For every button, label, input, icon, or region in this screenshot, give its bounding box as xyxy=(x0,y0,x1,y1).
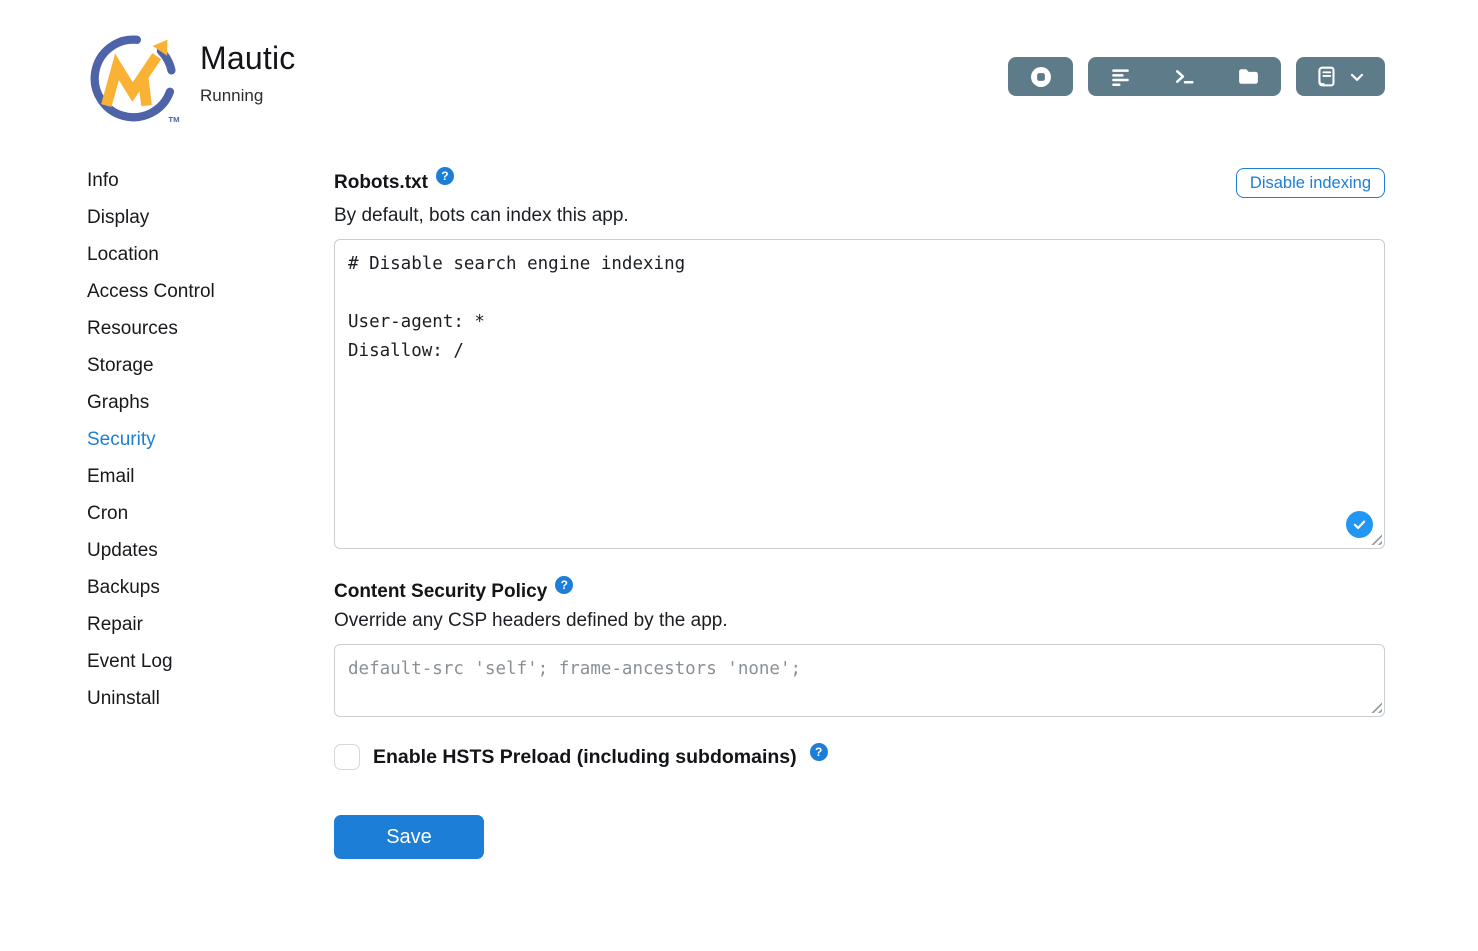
folder-icon xyxy=(1236,64,1261,89)
check-icon xyxy=(1351,516,1368,533)
app-status: Running xyxy=(200,86,264,105)
disable-indexing-button[interactable]: Disable indexing xyxy=(1236,168,1385,198)
help-icon[interactable]: ? xyxy=(555,576,573,594)
trademark-text: TM xyxy=(168,115,180,125)
sidebar-item-resources[interactable]: Resources xyxy=(87,318,178,339)
sidebar-item-email[interactable]: Email xyxy=(87,466,135,487)
csp-description: Override any CSP headers defined by the app. xyxy=(334,610,728,631)
sidebar-item-cron[interactable]: Cron xyxy=(87,503,129,524)
files-button[interactable] xyxy=(1217,57,1281,96)
app-header xyxy=(0,0,1478,125)
sidebar-item-display[interactable]: Display xyxy=(87,207,150,228)
sidebar-item-backups[interactable]: Backups xyxy=(87,577,160,598)
sidebar-item-security[interactable]: Security xyxy=(87,429,156,450)
tools-button-group xyxy=(1088,57,1281,96)
chevron-down-icon xyxy=(1347,67,1367,87)
terminal-button[interactable] xyxy=(1153,57,1217,96)
hsts-preload-label[interactable]: Enable HSTS Preload (including subdomains) xyxy=(373,745,797,768)
csp-textarea[interactable] xyxy=(334,644,1385,717)
settings-sidebar xyxy=(87,162,334,859)
terminal-icon xyxy=(1172,64,1197,89)
logs-menu-button[interactable] xyxy=(1296,57,1385,96)
stop-app-button[interactable] xyxy=(1008,57,1073,96)
sidebar-item-event-log[interactable]: Event Log xyxy=(87,651,173,672)
sidebar-item-location[interactable]: Location xyxy=(87,244,159,265)
mautic-logo xyxy=(85,28,182,125)
save-button[interactable]: Save xyxy=(334,815,484,859)
app-toolbar xyxy=(1008,57,1385,96)
csp-section-title: Content Security Policy xyxy=(334,581,548,602)
sidebar-item-storage[interactable]: Storage xyxy=(87,355,154,376)
sidebar-item-info[interactable]: Info xyxy=(87,170,119,191)
saved-indicator-badge xyxy=(1346,511,1373,538)
sidebar-item-updates[interactable]: Updates xyxy=(87,540,158,561)
book-icon xyxy=(1314,64,1339,89)
robots-description: By default, bots can index this app. xyxy=(334,205,629,226)
security-panel xyxy=(334,162,1385,859)
sidebar-item-access-control[interactable]: Access Control xyxy=(87,281,215,302)
logs-button[interactable] xyxy=(1089,57,1153,96)
sidebar-item-repair[interactable]: Repair xyxy=(87,614,143,635)
robots-section-title: Robots.txt xyxy=(334,172,428,193)
stop-icon xyxy=(1028,64,1054,90)
help-icon[interactable]: ? xyxy=(436,167,454,185)
sidebar-item-graphs[interactable]: Graphs xyxy=(87,392,150,413)
hsts-preload-checkbox[interactable] xyxy=(334,744,360,770)
app-title: Mautic xyxy=(200,40,296,76)
help-icon[interactable]: ? xyxy=(810,743,828,761)
logs-icon xyxy=(1108,64,1133,89)
robots-txt-textarea[interactable] xyxy=(334,239,1385,549)
sidebar-item-uninstall[interactable]: Uninstall xyxy=(87,688,160,709)
